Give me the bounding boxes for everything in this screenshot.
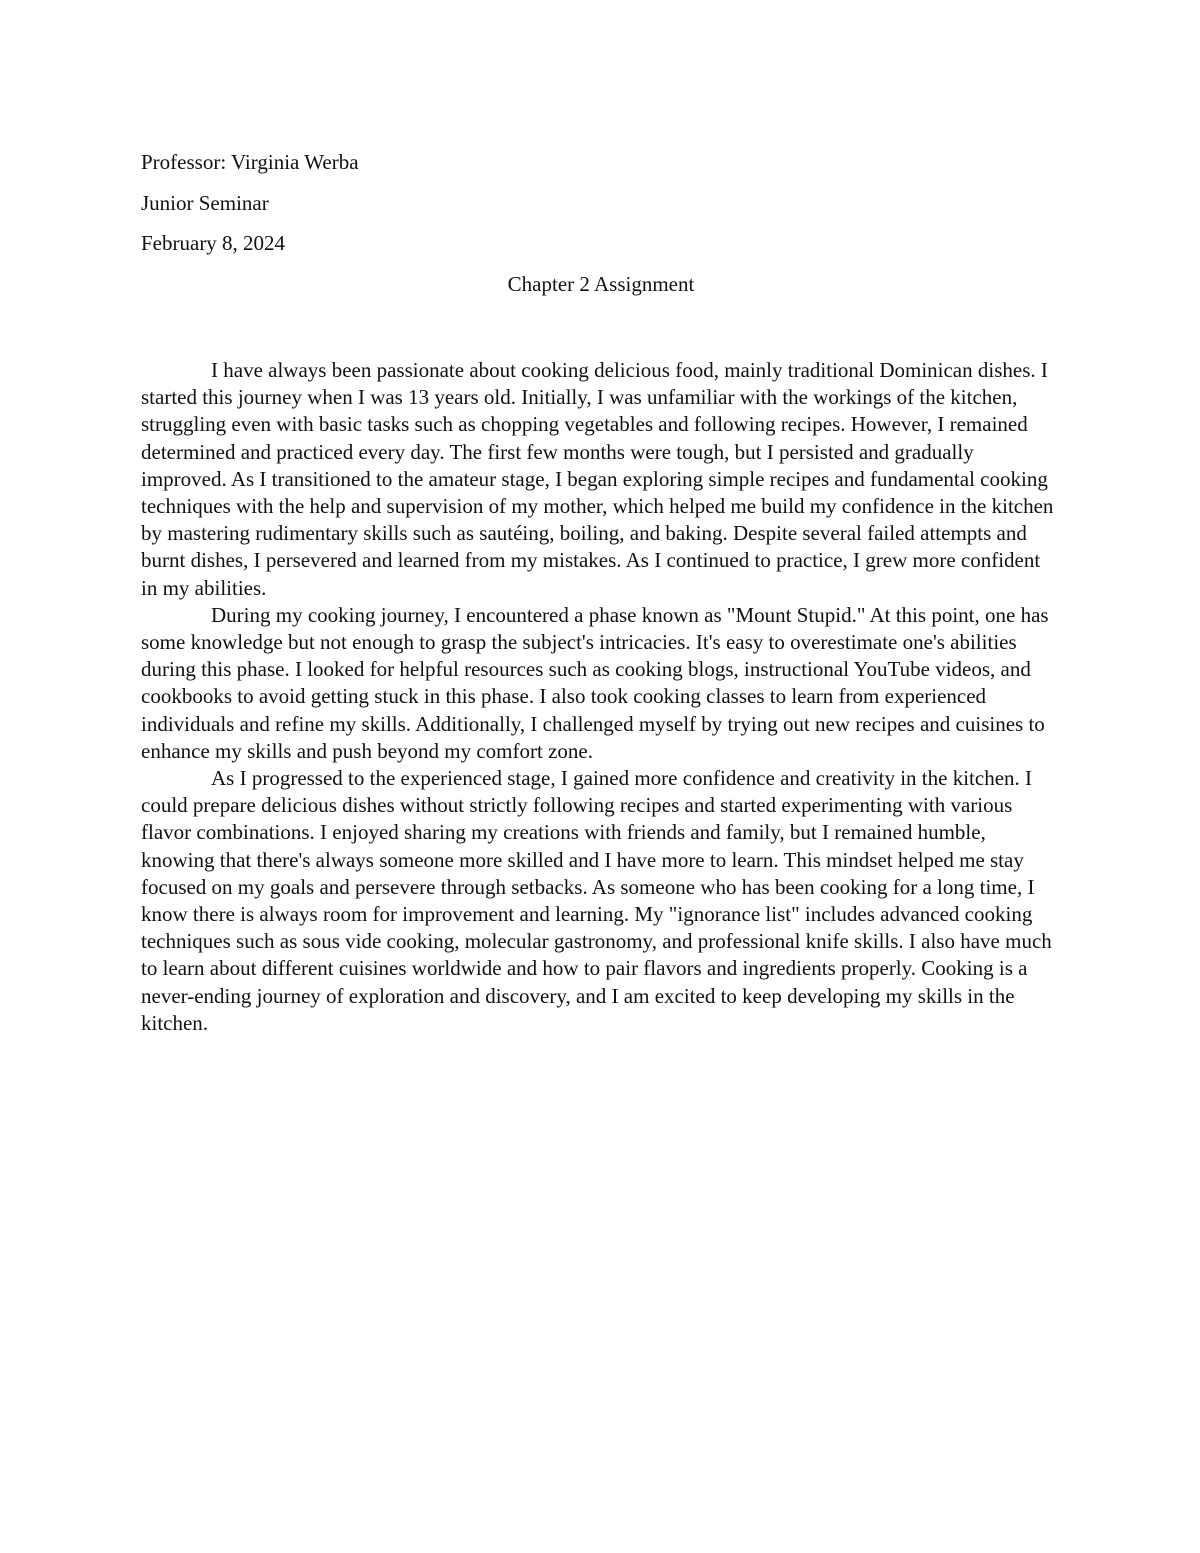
document-title: Chapter 2 Assignment	[507, 271, 695, 296]
date-line: February 8, 2024	[141, 231, 286, 255]
document-content	[141, 142, 1061, 1037]
paragraph-3: As I progressed to the experienced stage, I gained more confidence and creativity in the kitchen. I could prepare delicious dishes without strictly following recipes and started experimenting with various flavor combinations. I enjoyed sharing my creations with friends and family, but I remained humble, knowing that there's always someone more skilled and I have more to learn. This mindset helped me stay focused on my goals and persevere through setbacks. As someone who has been cooking for a long time, I know there is always room for improvement and learning. My "ignorance list" includes advanced cooking techniques such as sous vide cooking, molecular gastronomy, and professional knife skills. I also have much to learn about different cuisines worldwide and how to pair flavors and ingredients properly. Cooking is a never-ending journey of exploration and discovery, and I am excited to keep developing my skills in the kitchen.	[141, 766, 1052, 1035]
professor-line: Professor: Virginia Werba	[141, 150, 359, 174]
course-line: Junior Seminar	[141, 190, 269, 215]
paragraph-1: I have always been passionate about cooking delicious food, mainly traditional Dominican dishes. I started this journey when I was 13 years old. Initially, I was unfamiliar with the workings of the kitchen, struggling even with basic tasks such as chopping vegetables and following recipes. However, I remained determined and practiced every day. The first few months were tough, but I persisted and gradually improved. As I transitioned to the amateur stage, I began exploring simple recipes and fundamental cooking techniques with the help and supervision of my mother, which helped me build my confidence in the kitchen by mastering rudimentary skills such as sautéing, boiling, and baking. Despite several failed attempts and burnt dishes, I persevered and learned from my mistakes. As I continued to practice, I grew more confident in my abilities.	[141, 358, 1054, 600]
document-body	[141, 357, 1061, 1037]
paragraph-2: During my cooking journey, I encountered a phase known as "Mount Stupid." At this point, one has some knowledge but not enough to grasp the subject's intricacies. It's easy to overestimate one's abilities during this phase. I looked for helpful resources such as cooking blogs, instructional YouTube videos, and cookbooks to avoid getting stuck in this phase. I also took cooking classes to learn from experienced individuals and refine my skills. Additionally, I challenged myself by trying out new recipes and cuisines to enhance my skills and push beyond my comfort zone.	[141, 602, 1049, 763]
